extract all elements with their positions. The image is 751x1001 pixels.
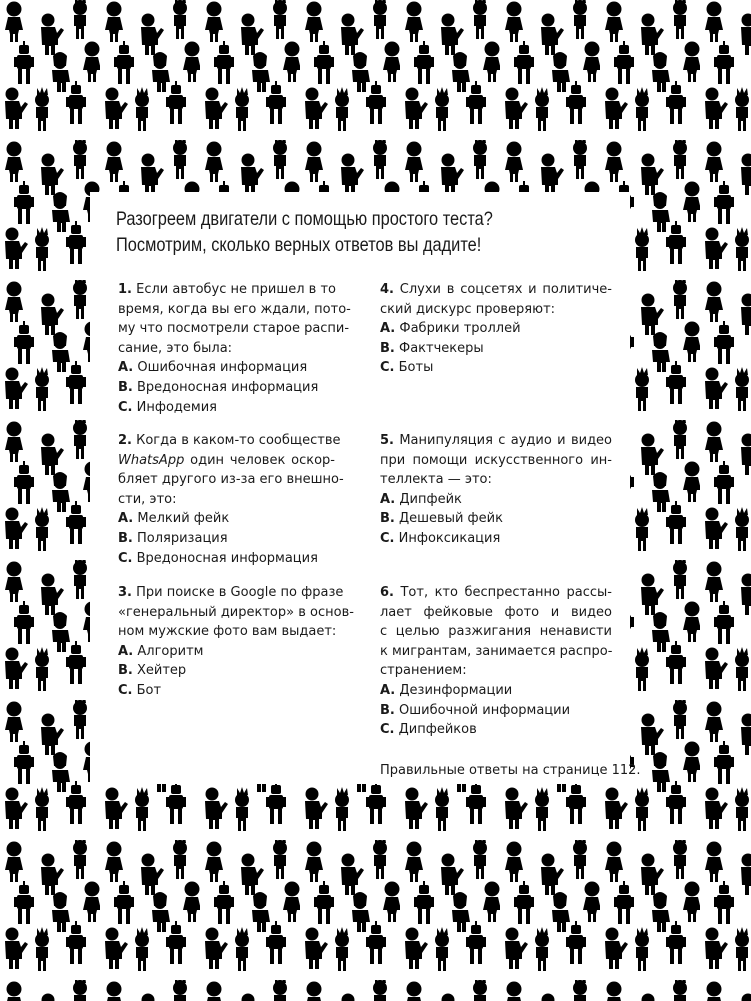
question-5-line: при помощи искусственного ин- [380, 452, 612, 468]
question-1-option-a: A. Ошибочная информация [118, 360, 308, 376]
question-4-option-c: C. Боты [380, 360, 434, 376]
question-5-line: 5. Манипуляция с аудио и видео [380, 433, 613, 448]
question-3-line: 3. При поиске в Google по фразе [118, 585, 344, 600]
question-4-line: ский дискурс проверяют: [380, 301, 556, 317]
question-5-option-a: A. Дипфейк [380, 491, 462, 507]
question-1-option-b: B. Вредоносная информация [118, 379, 319, 395]
question-6-option-b: B. Ошибочной информации [380, 702, 571, 718]
question-6-option-c: C. Дипфейков [380, 722, 477, 738]
question-number: 2. [118, 433, 132, 448]
question-number: 3. [118, 585, 132, 600]
heading-line-1: Разогреем двигатели с помощью простого теста? [116, 208, 493, 230]
question-3 [118, 583, 354, 701]
question-5-option-b: B. Дешевый фейк [380, 511, 503, 527]
question-2-option-c: C. Вредоносная информация [118, 550, 318, 566]
question-6-line: с целью разжигания ненависти [380, 624, 612, 640]
question-4 [380, 280, 612, 378]
question-1-line: 1. Если автобус не пришел в то [118, 282, 337, 297]
question-1-line: время, когда вы его ждали, пото- [118, 301, 351, 317]
question-1 [118, 280, 351, 417]
question-6 [380, 583, 612, 740]
question-5 [380, 431, 612, 549]
question-4-option-b: B. Фактчекеры [380, 340, 484, 356]
question-3-option-c: C. Бот [118, 682, 162, 698]
question-3-option-a: A. Алгоритм [118, 643, 204, 659]
heading-line-2: Посмотрим, сколько верных ответов вы дадите! [116, 234, 482, 256]
question-1-line: сание, это была: [118, 340, 233, 356]
question-number: 1. [118, 282, 132, 297]
question-5-line: теллекта — это: [380, 472, 492, 488]
question-2-option-a: A. Мелкий фейк [118, 511, 230, 527]
question-2-line: WhatsApp один человек оскор- [118, 452, 335, 468]
question-3-line: ном мужские фото вам выдает: [118, 624, 337, 640]
question-1-line: му что посмотрели старое распи- [118, 321, 350, 337]
question-6-line: странением: [380, 663, 467, 679]
question-6-line: 6. Тот, кто беспрестанно рассы- [380, 585, 612, 600]
question-6-option-a: A. Дезинформации [380, 682, 513, 698]
question-1-option-c: C. Инфодемия [118, 399, 217, 415]
answers-page-note: Правильные ответы на странице 112. [380, 763, 641, 778]
question-3-line: «генеральный директор» в основ- [118, 604, 354, 620]
question-number: 4. [380, 282, 394, 297]
question-4-option-a: A. Фабрики троллей [380, 321, 521, 337]
question-3-option-b: B. Хейтер [118, 663, 187, 679]
question-6-line: к мигрантам, занимается распро- [380, 643, 613, 659]
quiz-panel [90, 192, 641, 784]
whatsapp-word: WhatsApp [118, 452, 185, 468]
question-2-line: бляет другого из-за его внешно- [118, 472, 344, 488]
quiz-heading [116, 206, 536, 258]
question-2 [118, 431, 344, 568]
question-6-line: лает фейковые фото и видео [380, 604, 612, 620]
question-4-line: 4. Слухи в соцсетях и политиче- [380, 282, 612, 297]
question-2-line: сти, это: [118, 491, 177, 507]
question-2-option-b: B. Поляризация [118, 530, 228, 546]
question-5-option-c: C. Инфоксикация [380, 530, 501, 546]
question-number: 5. [380, 433, 394, 448]
question-2-line: 2. Когда в каком-то сообществе [118, 433, 341, 448]
question-number: 6. [380, 585, 394, 600]
